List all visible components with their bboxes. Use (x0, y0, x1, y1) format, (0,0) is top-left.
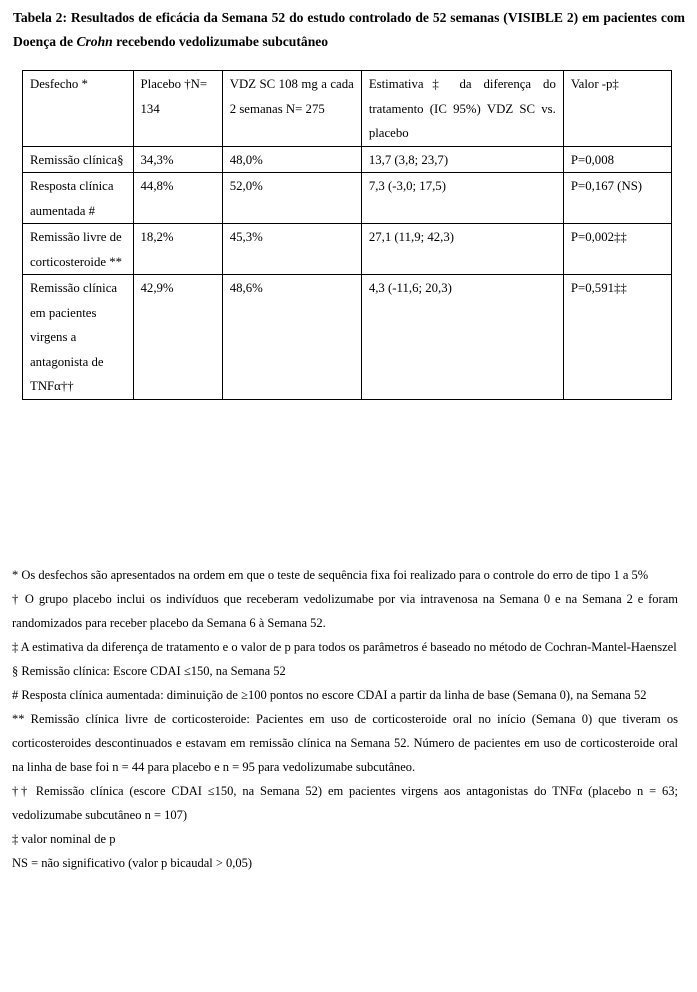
header-p-value: Valor -p‡ (563, 71, 671, 147)
footnote: * Os desfechos são apresentados na ordem em que o teste de sequência fixa foi realizado para o controle do erro de tipo 1 a 5% (12, 568, 649, 582)
header-vdz: VDZ SC 108 mg a cada 2 semanas N= 275 (222, 71, 361, 147)
title-text: Tabela 2: Resultados de eficácia da Semana 52 do estudo controlado de 52 semanas (VISIBLE 2) em pacientes com Doença de (13, 10, 685, 49)
table-header-row (23, 71, 672, 147)
cell-desfecho: Resposta clínica aumentada # (23, 173, 134, 224)
cell-vdz: 48,0% (222, 146, 361, 173)
table-row (23, 275, 672, 400)
cell-difference: 27,1 (11,9; 42,3) (361, 224, 563, 275)
cell-vdz: 48,6% (222, 275, 361, 400)
footnote: NS = não significativo (valor p bicaudal > 0,05) (12, 856, 253, 870)
cell-placebo: 44,8% (133, 173, 222, 224)
title-text-end: recebendo vedolizumabe subcutâneo (112, 34, 329, 49)
footnote: # Resposta clínica aumentada: diminuição de ≥100 pontos no escore CDAI a partir da linha de base (Semana 0), na Semana 52 (12, 688, 647, 702)
cell-placebo: 18,2% (133, 224, 222, 275)
cell-placebo: 34,3% (133, 146, 222, 173)
footnotes (12, 563, 678, 875)
header-desfecho: Desfecho * (23, 71, 134, 147)
table-title (13, 6, 685, 54)
cell-p-value: P=0,008 (563, 146, 671, 173)
table-row (23, 173, 672, 224)
cell-p-value: P=0,591‡‡ (563, 275, 671, 400)
footnote: ** Remissão clínica livre de corticosteroide: Pacientes em uso de corticosteroide oral no início (Semana 0) que tiveram os corticosteroides descontinuados e estavam em remissão clínica na Semana 52. Número de pacientes em uso de corticosteroide oral na linha de base foi n = 44 para placebo e n = 95 para vedolizumabe subcutâneo. (12, 712, 678, 774)
cell-p-value: P=0,002‡‡ (563, 224, 671, 275)
footnote: ‡ valor nominal de p (12, 832, 116, 846)
cell-placebo: 42,9% (133, 275, 222, 400)
footnote: § Remissão clínica: Escore CDAI ≤150, na Semana 52 (12, 664, 286, 678)
header-difference: Estimativa‡ da diferença do tratamento (IC 95%) VDZ SC vs. placebo (361, 71, 563, 147)
title-italic-text: Crohn (76, 34, 113, 49)
table-row (23, 146, 672, 173)
results-table (22, 70, 672, 400)
footnote: † O grupo placebo inclui os indivíduos que receberam vedolizumabe por via intravenosa na Semana 0 e na Semana 2 e foram randomizados para receber placebo da Semana 6 à Semana 52. (12, 592, 678, 630)
cell-desfecho: Remissão clínica em pacientes virgens a antagonista de TNFα†† (23, 275, 134, 400)
cell-desfecho: Remissão clínica§ (23, 146, 134, 173)
table-row (23, 224, 672, 275)
footnote: †† Remissão clínica (escore CDAI ≤150, na Semana 52) em pacientes virgens aos antagonistas do TNFα (placebo n = 63; vedolizumabe subcutâneo n = 107) (12, 784, 678, 822)
footnote: ‡ A estimativa da diferença de tratamento e o valor de p para todos os parâmetros é baseado no método de Cochran-Mantel-Haenszel (12, 640, 677, 654)
cell-desfecho: Remissão livre de corticosteroide ** (23, 224, 134, 275)
cell-difference: 4,3 (-11,6; 20,3) (361, 275, 563, 400)
cell-vdz: 52,0% (222, 173, 361, 224)
cell-p-value: P=0,167 (NS) (563, 173, 671, 224)
cell-difference: 13,7 (3,8; 23,7) (361, 146, 563, 173)
cell-vdz: 45,3% (222, 224, 361, 275)
header-placebo: Placebo †N= 134 (133, 71, 222, 147)
cell-difference: 7,3 (-3,0; 17,5) (361, 173, 563, 224)
